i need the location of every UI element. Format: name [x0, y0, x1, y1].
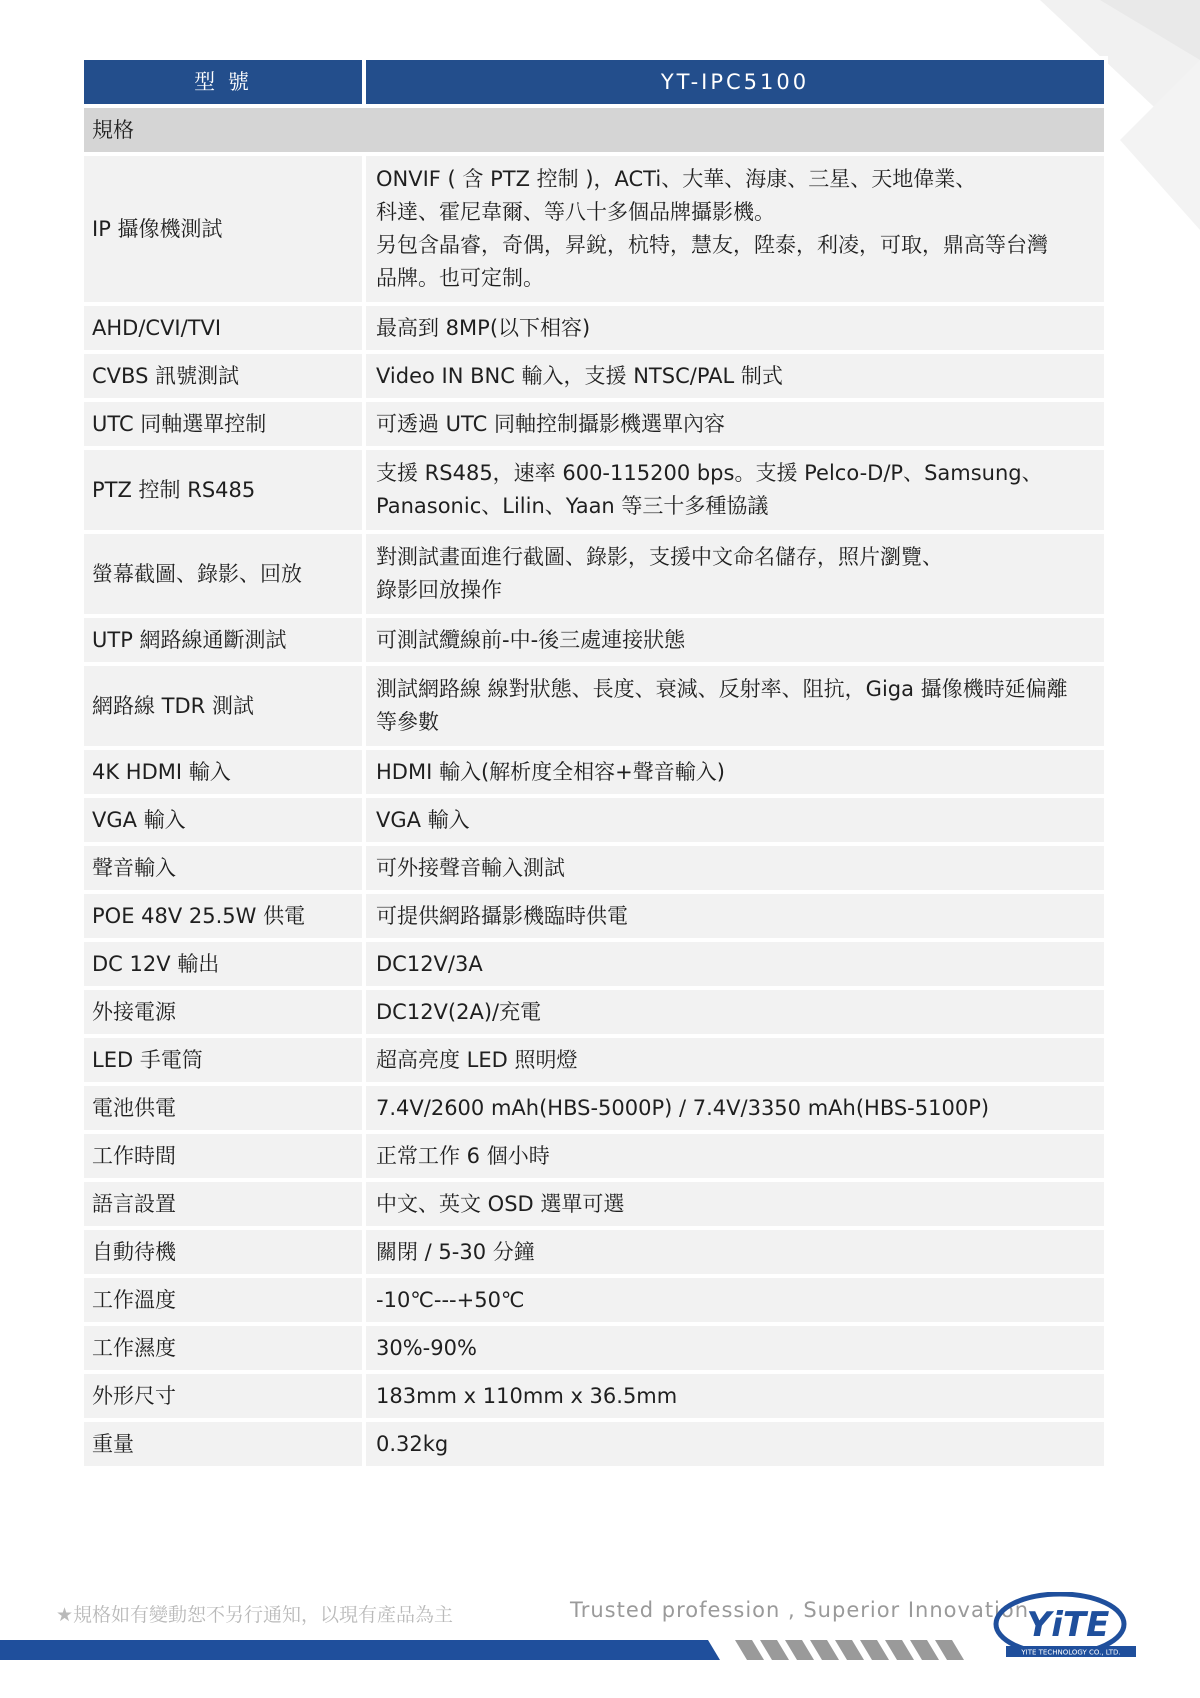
spec-label: 工作溫度	[84, 1278, 362, 1322]
table-row	[84, 798, 1104, 842]
spec-value-line: 支援 RS485，速率 600-115200 bps。支援 Pelco-D/P、Samsung、	[376, 461, 1043, 485]
spec-value	[366, 798, 1104, 842]
spec-value-line: 品牌。也可定制。	[376, 266, 544, 290]
yite-logo	[992, 1592, 1142, 1662]
header-label: 型 號	[84, 60, 362, 104]
spec-label: 重量	[84, 1422, 362, 1466]
spec-value-line: 等參數	[376, 710, 439, 734]
spec-value-line: 中文、英文 OSD 選單可選	[376, 1192, 625, 1216]
table-row	[84, 1134, 1104, 1178]
spec-value	[366, 846, 1104, 890]
spec-label: IP 攝像機測試	[84, 156, 362, 302]
table-row	[84, 306, 1104, 350]
table-row	[84, 1374, 1104, 1418]
spec-value	[366, 1086, 1104, 1130]
table-row	[84, 156, 1104, 302]
table-row	[84, 354, 1104, 398]
spec-value-line: 關閉 / 5-30 分鐘	[376, 1240, 535, 1264]
spec-label: 電池供電	[84, 1086, 362, 1130]
spec-value-line: 可外接聲音輸入測試	[376, 856, 565, 880]
spec-value	[366, 894, 1104, 938]
spec-value	[366, 156, 1104, 302]
spec-label: PTZ 控制 RS485	[84, 450, 362, 530]
spec-value-line: 測試網路線 線對狀態、長度、衰減、反射率、阻抗，Giga 攝像機時延偏離	[376, 677, 1068, 701]
spec-value-line: ONVIF ( 含 PTZ 控制 )，ACTi、大華、海康、三星、天地偉業、	[376, 167, 977, 191]
spec-value-line: 30%-90%	[376, 1336, 477, 1360]
table-row	[84, 894, 1104, 938]
spec-value-line: Video IN BNC 輸入，支援 NTSC/PAL 制式	[376, 364, 783, 388]
table-row	[84, 402, 1104, 446]
spec-value	[366, 1134, 1104, 1178]
spec-label: 4K HDMI 輸入	[84, 750, 362, 794]
spec-value	[366, 306, 1104, 350]
table-header-row	[84, 60, 1104, 104]
footer-slogan: Trusted profession , Superior Innovation	[570, 1598, 1030, 1622]
spec-value	[366, 1422, 1104, 1466]
spec-value-line: VGA 輸入	[376, 808, 470, 832]
spec-value	[366, 750, 1104, 794]
spec-value-line: 可測試纜線前-中-後三處連接狀態	[376, 628, 686, 652]
table-row	[84, 990, 1104, 1034]
spec-value-line: 另包含晶睿，奇偶，昇銳，杭特，慧友，陞泰，利凌，可取，鼎高等台灣	[376, 233, 1048, 257]
spec-label: DC 12V 輸出	[84, 942, 362, 986]
spec-value	[366, 942, 1104, 986]
spec-label: 工作濕度	[84, 1326, 362, 1370]
table-row	[84, 666, 1104, 746]
spec-value-line: 7.4V/2600 mAh(HBS-5000P) / 7.4V/3350 mAh(HBS-5100P)	[376, 1096, 990, 1120]
spec-value	[366, 990, 1104, 1034]
spec-value	[366, 534, 1104, 614]
spec-value	[366, 1374, 1104, 1418]
table-row	[84, 942, 1104, 986]
header-model: YT-IPC5100	[366, 60, 1104, 104]
spec-value-line: 0.32kg	[376, 1432, 449, 1456]
spec-label: 自動待機	[84, 1230, 362, 1274]
spec-value-line: DC12V/3A	[376, 952, 483, 976]
section-row	[84, 108, 1104, 152]
spec-value-line: 正常工作 6 個小時	[376, 1144, 550, 1168]
table-row	[84, 846, 1104, 890]
spec-label: VGA 輸入	[84, 798, 362, 842]
spec-label: 網路線 TDR 測試	[84, 666, 362, 746]
table-row	[84, 1278, 1104, 1322]
section-title: 規格	[84, 108, 1104, 152]
spec-value	[366, 618, 1104, 662]
table-row	[84, 1086, 1104, 1130]
table-row	[84, 618, 1104, 662]
spec-value-line: 錄影回放操作	[376, 578, 502, 602]
table-row	[84, 1230, 1104, 1274]
table-row	[84, 1182, 1104, 1226]
spec-value-line: -10℃---+50℃	[376, 1288, 525, 1312]
spec-value-line: 科達、霍尼韋爾、等八十多個品牌攝影機。	[376, 200, 775, 224]
spec-value	[366, 1326, 1104, 1370]
spec-value	[366, 450, 1104, 530]
spec-value-line: 可透過 UTC 同軸控制攝影機選單內容	[376, 412, 725, 436]
spec-value	[366, 1230, 1104, 1274]
spec-label: LED 手電筒	[84, 1038, 362, 1082]
spec-value-line: DC12V(2A)/充電	[376, 1000, 542, 1024]
spec-label: 螢幕截圖、錄影、回放	[84, 534, 362, 614]
spec-value-line: Panasonic、Lilin、Yaan 等三十多種協議	[376, 494, 769, 518]
spec-value	[366, 1038, 1104, 1082]
spec-value	[366, 1182, 1104, 1226]
table-row	[84, 450, 1104, 530]
table-row	[84, 1326, 1104, 1370]
spec-label: 聲音輸入	[84, 846, 362, 890]
logo-subtitle: YITE TECHNOLOGY CO., LTD.	[1021, 1648, 1121, 1657]
spec-body	[84, 108, 1104, 1466]
spec-value-line: 超高亮度 LED 照明燈	[376, 1048, 578, 1072]
spec-label: 工作時間	[84, 1134, 362, 1178]
table-row	[84, 1422, 1104, 1466]
spec-value	[366, 354, 1104, 398]
table-row	[84, 534, 1104, 614]
spec-value-line: 可提供網路攝影機臨時供電	[376, 904, 628, 928]
table-row	[84, 1038, 1104, 1082]
spec-label: CVBS 訊號測試	[84, 354, 362, 398]
spec-table	[80, 56, 1108, 1470]
spec-value-line: 最高到 8MP(以下相容)	[376, 316, 591, 340]
spec-label: AHD/CVI/TVI	[84, 306, 362, 350]
spec-label: 外接電源	[84, 990, 362, 1034]
table-row	[84, 750, 1104, 794]
spec-value-line: HDMI 輸入(解析度全相容+聲音輸入)	[376, 760, 725, 784]
spec-value-line: 183mm x 110mm x 36.5mm	[376, 1384, 678, 1408]
spec-value	[366, 402, 1104, 446]
footer-disclaimer: ★規格如有變動恕不另行通知，以現有產品為主	[56, 1604, 454, 1626]
spec-label: 外形尺寸	[84, 1374, 362, 1418]
spec-label: UTP 網路線通斷測試	[84, 618, 362, 662]
spec-label: UTC 同軸選單控制	[84, 402, 362, 446]
page-footer	[0, 1590, 1200, 1698]
spec-value	[366, 1278, 1104, 1322]
spec-value	[366, 666, 1104, 746]
logo-wordmark: YiTE	[1026, 1605, 1110, 1645]
spec-value-line: 對測試畫面進行截圖、錄影，支援中文命名儲存，照片瀏覽、	[376, 545, 943, 569]
spec-label: POE 48V 25.5W 供電	[84, 894, 362, 938]
spec-label: 語言設置	[84, 1182, 362, 1226]
